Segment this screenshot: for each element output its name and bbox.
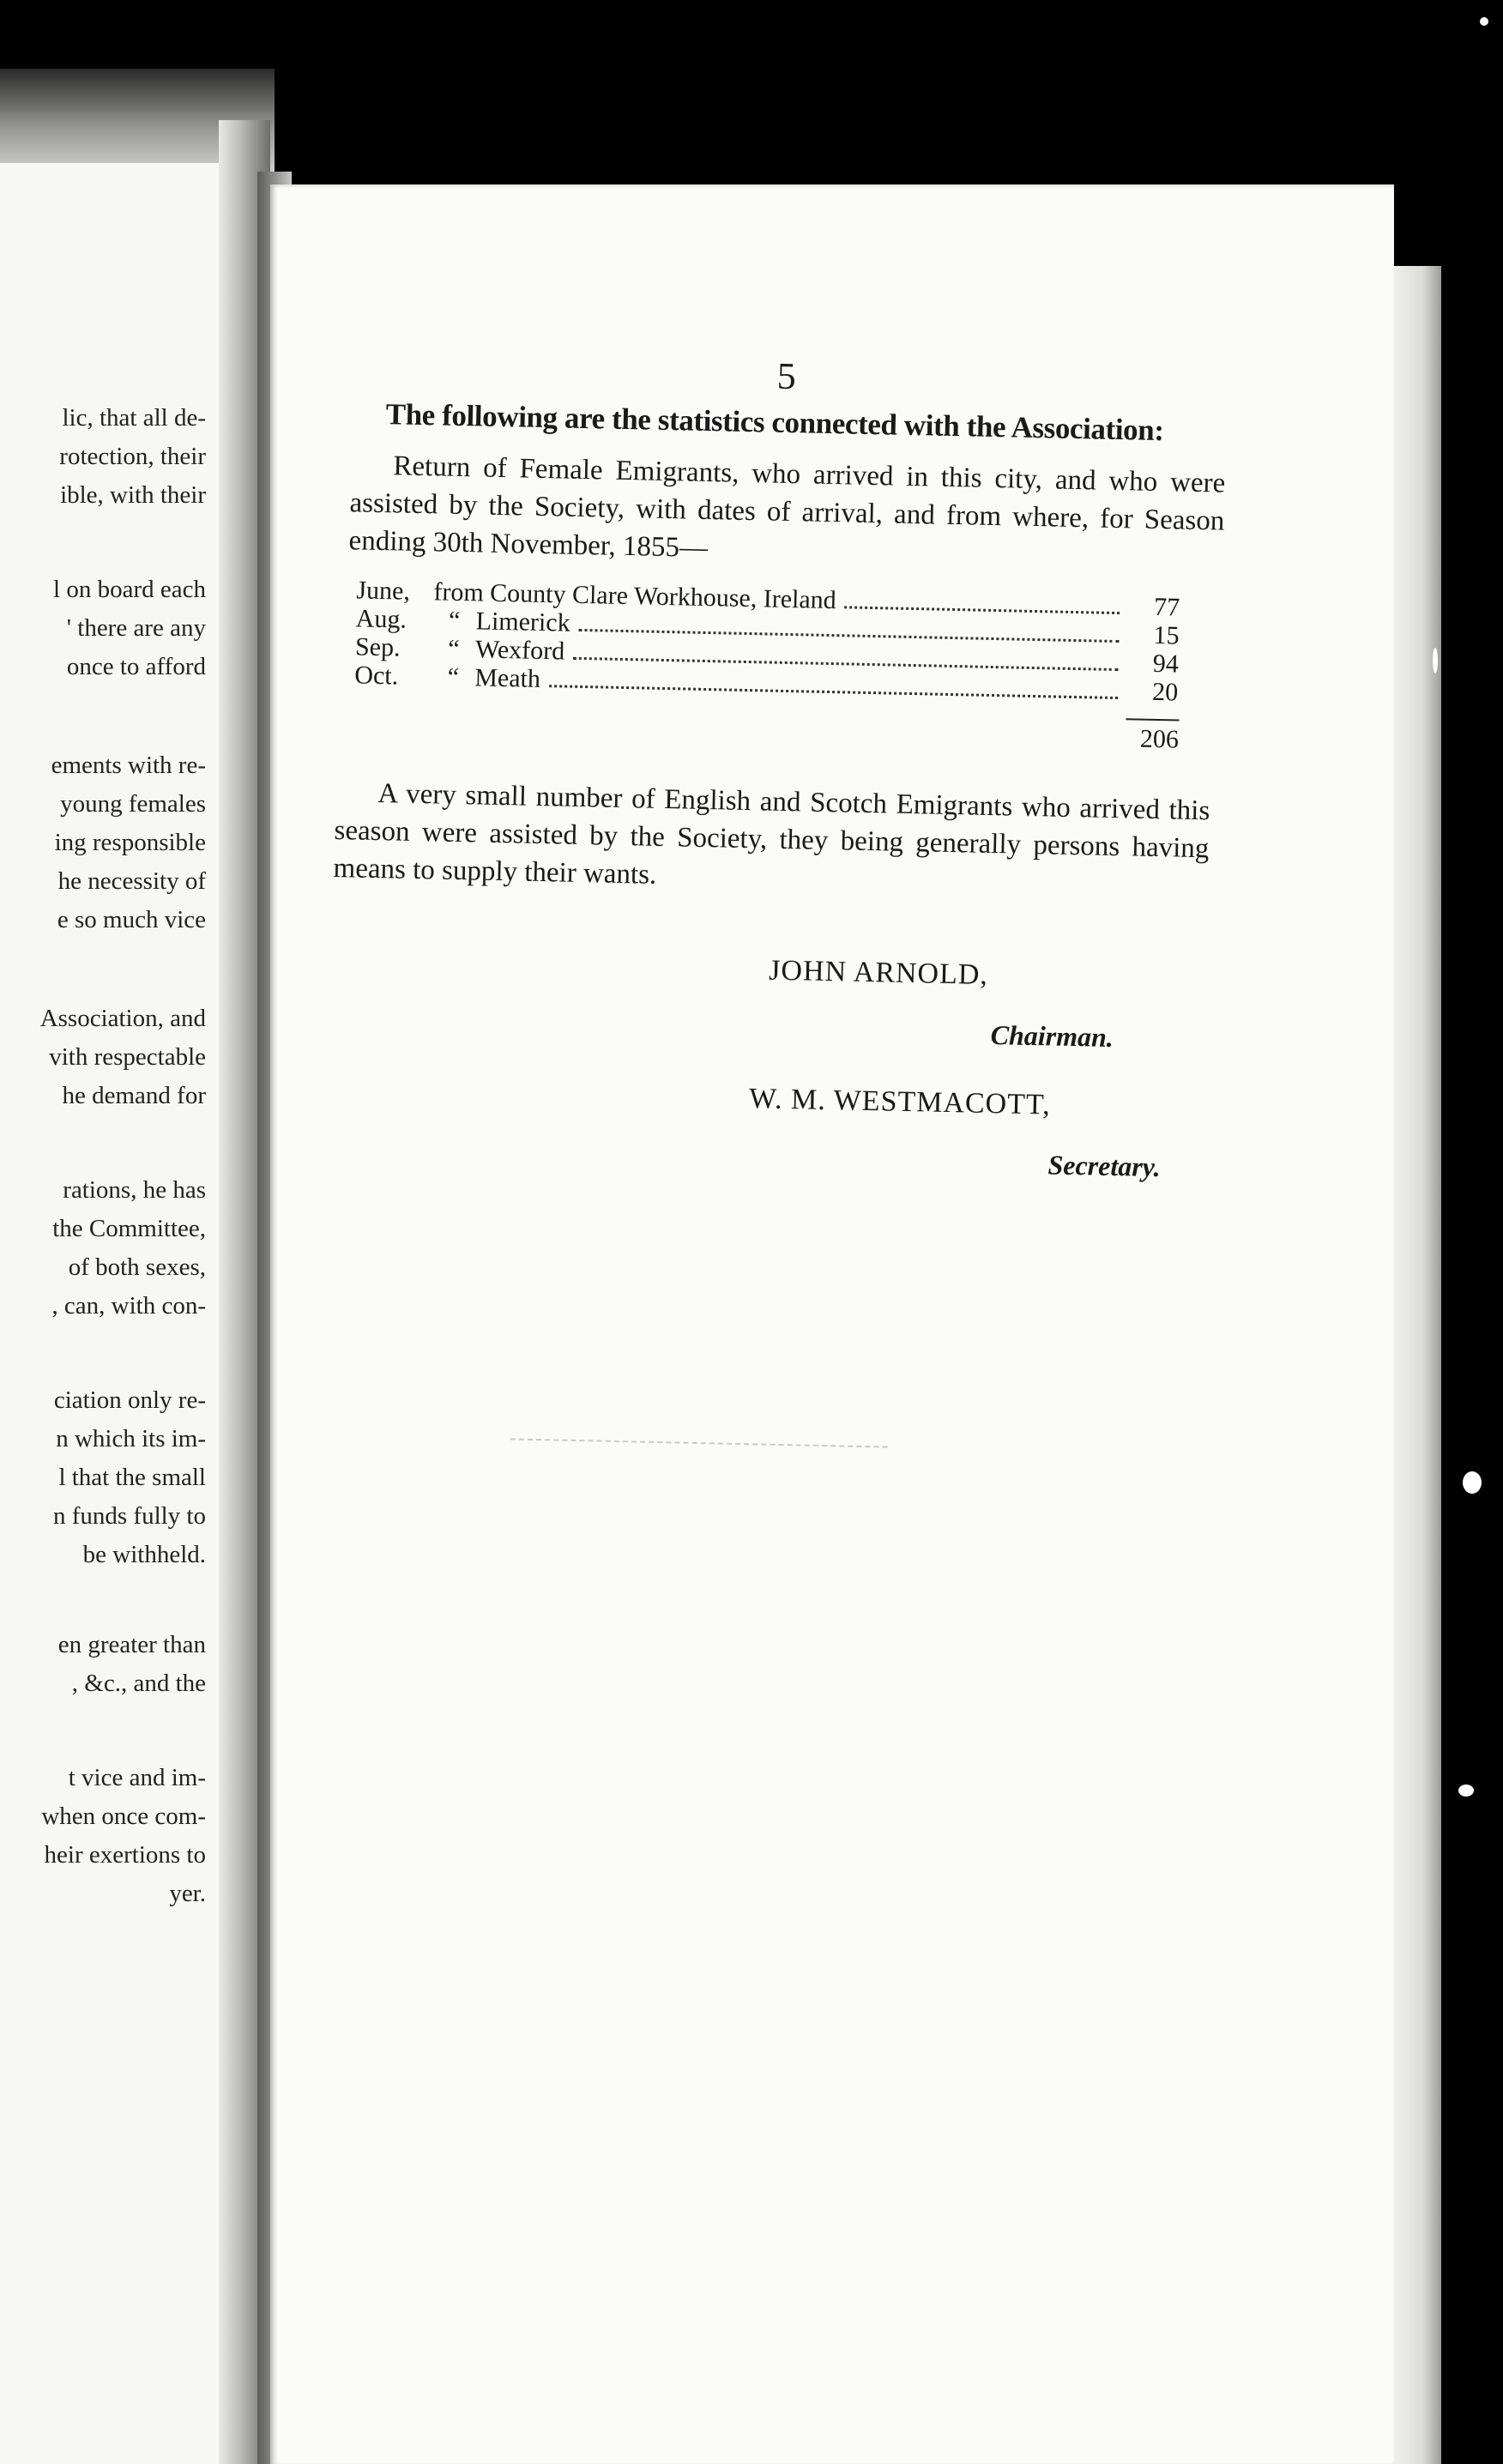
scan-speck [1458, 1785, 1474, 1797]
left-page-line: ing responsible [54, 829, 206, 856]
scan-speck [1433, 648, 1438, 673]
chairman-title: Chairman. [990, 1019, 1114, 1054]
left-page-line: rations, he has [63, 1176, 206, 1204]
left-page-line: en greater than [57, 1631, 206, 1658]
secretary-title: Secretary. [1047, 1149, 1162, 1183]
chairman-name: JOHN ARNOLD, [768, 954, 989, 991]
left-page-line: l that the small [58, 1464, 206, 1491]
table-total: 206 [1139, 724, 1180, 754]
secretary-name: W. M. WESTMACOTT, [748, 1083, 1052, 1121]
scan-speck [1480, 17, 1488, 26]
left-page-line: ciation only re- [53, 1386, 206, 1414]
total-rule [1126, 718, 1179, 721]
row-count: 20 [1151, 677, 1179, 707]
left-page-line: n which its im- [56, 1425, 206, 1452]
row-count: 15 [1153, 620, 1180, 650]
row-place: Meath [474, 663, 541, 693]
page-number: 5 [776, 354, 797, 398]
left-page-line: ible, with their [60, 481, 206, 509]
row-place: Wexford [474, 635, 565, 666]
left-page-line: ements with re- [51, 752, 206, 779]
row-month: June, [356, 576, 411, 606]
ditto-mark: “ [447, 662, 460, 691]
faint-rule [510, 1438, 888, 1447]
right-page [270, 184, 1394, 2464]
row-count: 94 [1152, 649, 1180, 679]
left-page-line: n funds fully to [52, 1502, 206, 1530]
left-page-line: of both sexes, [68, 1253, 206, 1281]
left-page-line: , &c., and the [71, 1670, 206, 1697]
statistics-intro: The following are the statistics connected with the Association: [385, 397, 1164, 448]
return-paragraph: Return of Female Emigrants, who arrived in this city, and who were assisted by the Society, with dates of arrival, and from where, for Season ending 30th November, 1855— [348, 450, 1226, 565]
right-page-edge [1394, 266, 1441, 2464]
note-paragraph: A very small number of English and Scotch Emigrants who arrived this season were assisted by the Society, they being generally persons having means to supply their wants. [333, 778, 1210, 891]
left-page-line: e so much vice [57, 906, 206, 933]
ditto-mark: “ [448, 634, 461, 663]
left-page-line: heir exertions to [44, 1841, 206, 1869]
page-content [249, 172, 1403, 1653]
emigrant-arrivals-table [353, 577, 1180, 753]
left-page-line: vith respectable [49, 1043, 206, 1071]
left-page-line: be withheld. [82, 1541, 206, 1568]
row-month: Aug. [355, 604, 407, 634]
dot-leader [845, 605, 1120, 614]
left-page-line: Association, and [39, 1005, 206, 1032]
left-page-line: ' there are any [66, 614, 206, 642]
left-page-line: he necessity of [57, 867, 206, 895]
left-page-line: young females [60, 790, 206, 818]
ditto-mark: “ [448, 606, 461, 635]
row-place: Limerick [475, 607, 570, 637]
row-month: Oct. [354, 661, 399, 691]
left-page-text [0, 163, 206, 2464]
left-page-line: he demand for [62, 1082, 206, 1109]
left-page-line: , can, with con- [51, 1292, 206, 1320]
row-place: from County Clare Workhouse, Ireland [433, 577, 837, 615]
left-page-line: once to afford [66, 653, 206, 680]
left-page-line: when once com- [41, 1803, 206, 1830]
left-page-line: t vice and im- [68, 1764, 206, 1791]
scan-speck [1463, 1471, 1482, 1494]
row-count: 77 [1153, 592, 1180, 622]
left-page-line: yer. [169, 1880, 206, 1907]
left-page-line: the Committee, [52, 1215, 206, 1242]
left-page-line: lic, that all de- [62, 404, 206, 432]
row-month: Sep. [354, 632, 401, 662]
left-page-line: rotection, their [59, 443, 206, 470]
dot-leader [549, 684, 1118, 699]
left-page-line: l on board each [53, 576, 206, 603]
